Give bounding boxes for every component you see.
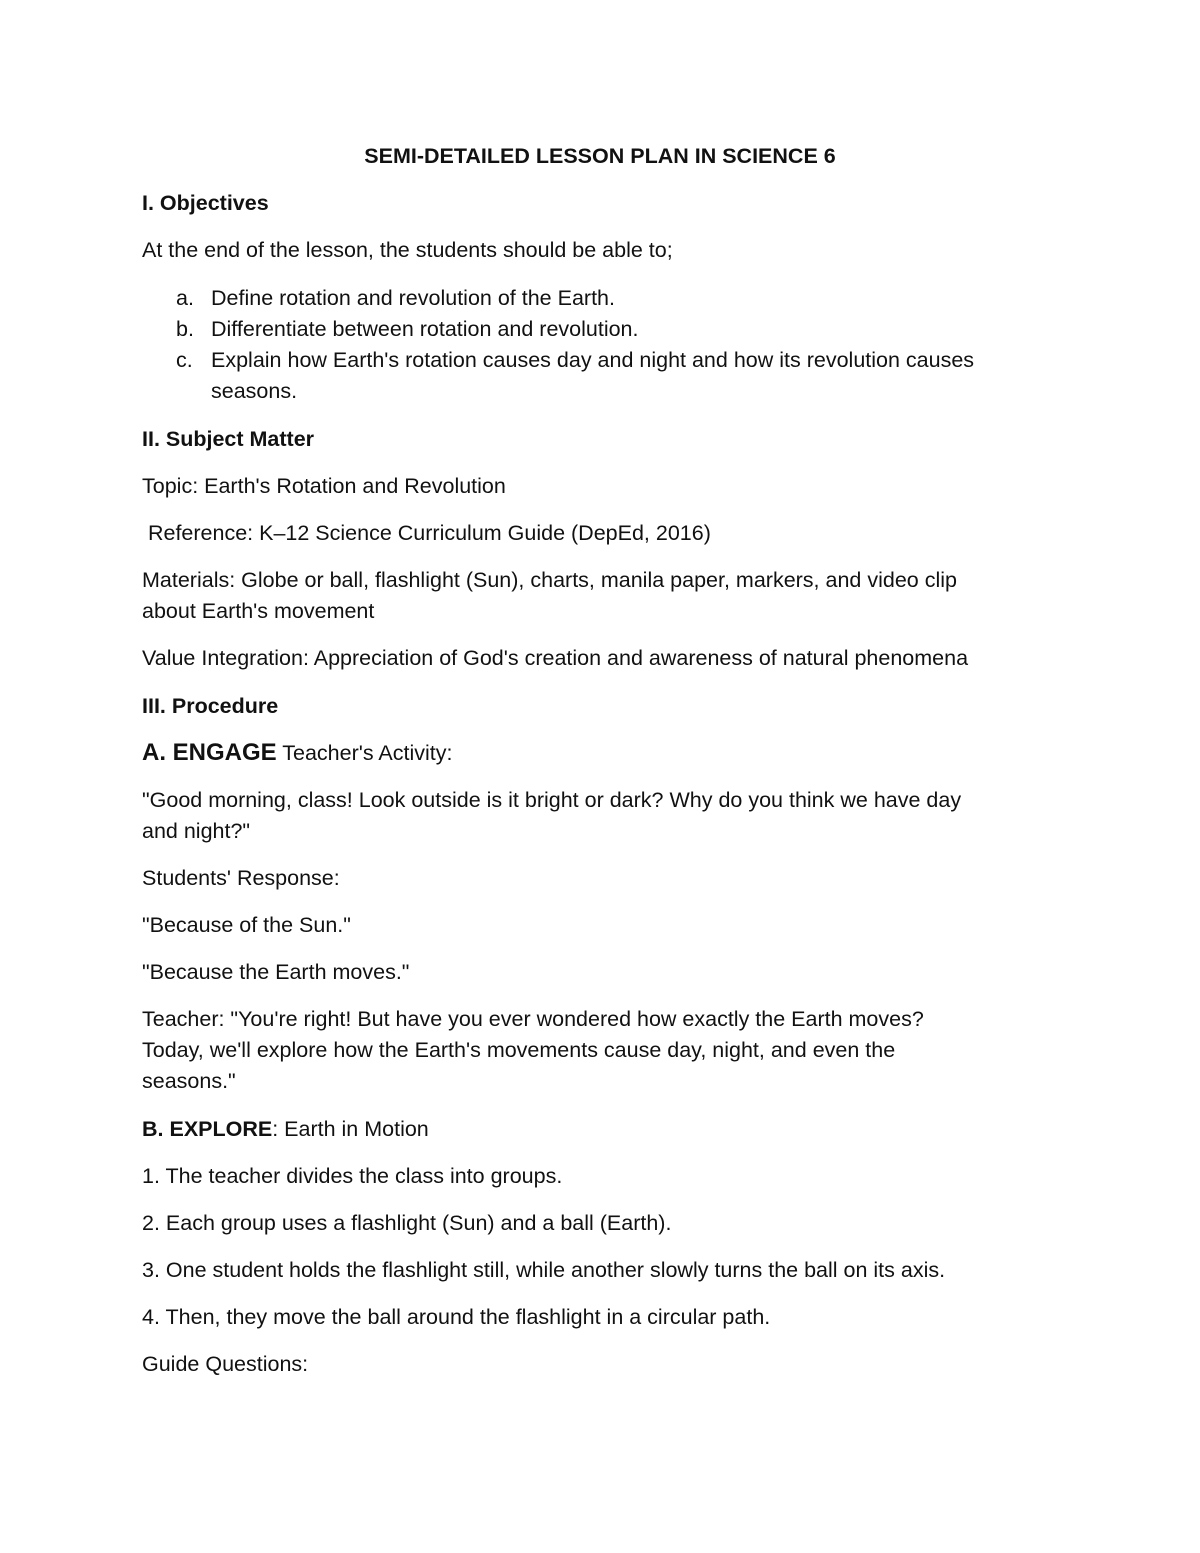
explore-heading-line bbox=[142, 1119, 429, 1141]
engage-heading-line bbox=[142, 741, 452, 765]
engage-quote-line1: "Good morning, class! Look outside is it bright or dark? Why do you think we have day bbox=[142, 788, 962, 812]
engage-quote-line2: and night?" bbox=[142, 819, 251, 843]
explore-step-2: 2. Each group uses a flashlight (Sun) and a ball (Earth). bbox=[142, 1211, 672, 1235]
objective-marker-b: b. bbox=[176, 317, 194, 341]
subject-matter-heading: II. Subject Matter bbox=[142, 427, 315, 451]
objective-item-c-line1: Explain how Earth's rotation causes day and night and how its revolution causes bbox=[211, 348, 975, 372]
objectives-intro: At the end of the lesson, the students should be able to; bbox=[142, 238, 673, 262]
teacher-line1: Teacher: "You're right! But have you ever wondered how exactly the Earth moves? bbox=[142, 1007, 924, 1031]
engage-label: A. ENGAGE bbox=[142, 739, 277, 766]
teacher-line2: Today, we'll explore how the Earth's movements cause day, night, and even the bbox=[142, 1038, 896, 1062]
explore-step-4: 4. Then, they move the ball around the flashlight in a circular path. bbox=[142, 1305, 771, 1329]
value-integration-line: Value Integration: Appreciation of God's creation and awareness of natural phenomena bbox=[142, 646, 969, 670]
explore-step-1: 1. The teacher divides the class into groups. bbox=[142, 1164, 563, 1188]
objective-item-c-line2: seasons. bbox=[211, 379, 298, 403]
engage-sub: Teacher's Activity: bbox=[276, 741, 453, 765]
topic-line: Topic: Earth's Rotation and Revolution bbox=[142, 474, 506, 498]
student-response-2: "Because the Earth moves." bbox=[142, 960, 410, 984]
objective-marker-a: a. bbox=[176, 286, 194, 310]
document-title: SEMI-DETAILED LESSON PLAN IN SCIENCE 6 bbox=[364, 144, 836, 168]
procedure-heading: III. Procedure bbox=[142, 694, 279, 718]
objective-item-a: Define rotation and revolution of the Earth. bbox=[211, 286, 615, 310]
student-response-1: "Because of the Sun." bbox=[142, 913, 351, 937]
materials-line1: Materials: Globe or ball, flashlight (Sun), charts, manila paper, markers, and video clip bbox=[142, 568, 957, 592]
students-response-label: Students' Response: bbox=[142, 866, 340, 890]
materials-line2: about Earth's movement bbox=[142, 599, 375, 623]
objective-marker-c: c. bbox=[176, 348, 193, 372]
reference-line: Reference: K–12 Science Curriculum Guide (DepEd, 2016) bbox=[142, 521, 711, 545]
explore-sub: : Earth in Motion bbox=[272, 1117, 429, 1141]
objective-item-b: Differentiate between rotation and revolution. bbox=[211, 317, 639, 341]
explore-label: B. EXPLORE bbox=[142, 1117, 273, 1141]
objectives-heading: I. Objectives bbox=[142, 191, 269, 215]
teacher-line3: seasons." bbox=[142, 1069, 236, 1093]
explore-step-3: 3. One student holds the flashlight still, while another slowly turns the ball on its axis. bbox=[142, 1258, 946, 1282]
guide-questions-label: Guide Questions: bbox=[142, 1352, 309, 1376]
